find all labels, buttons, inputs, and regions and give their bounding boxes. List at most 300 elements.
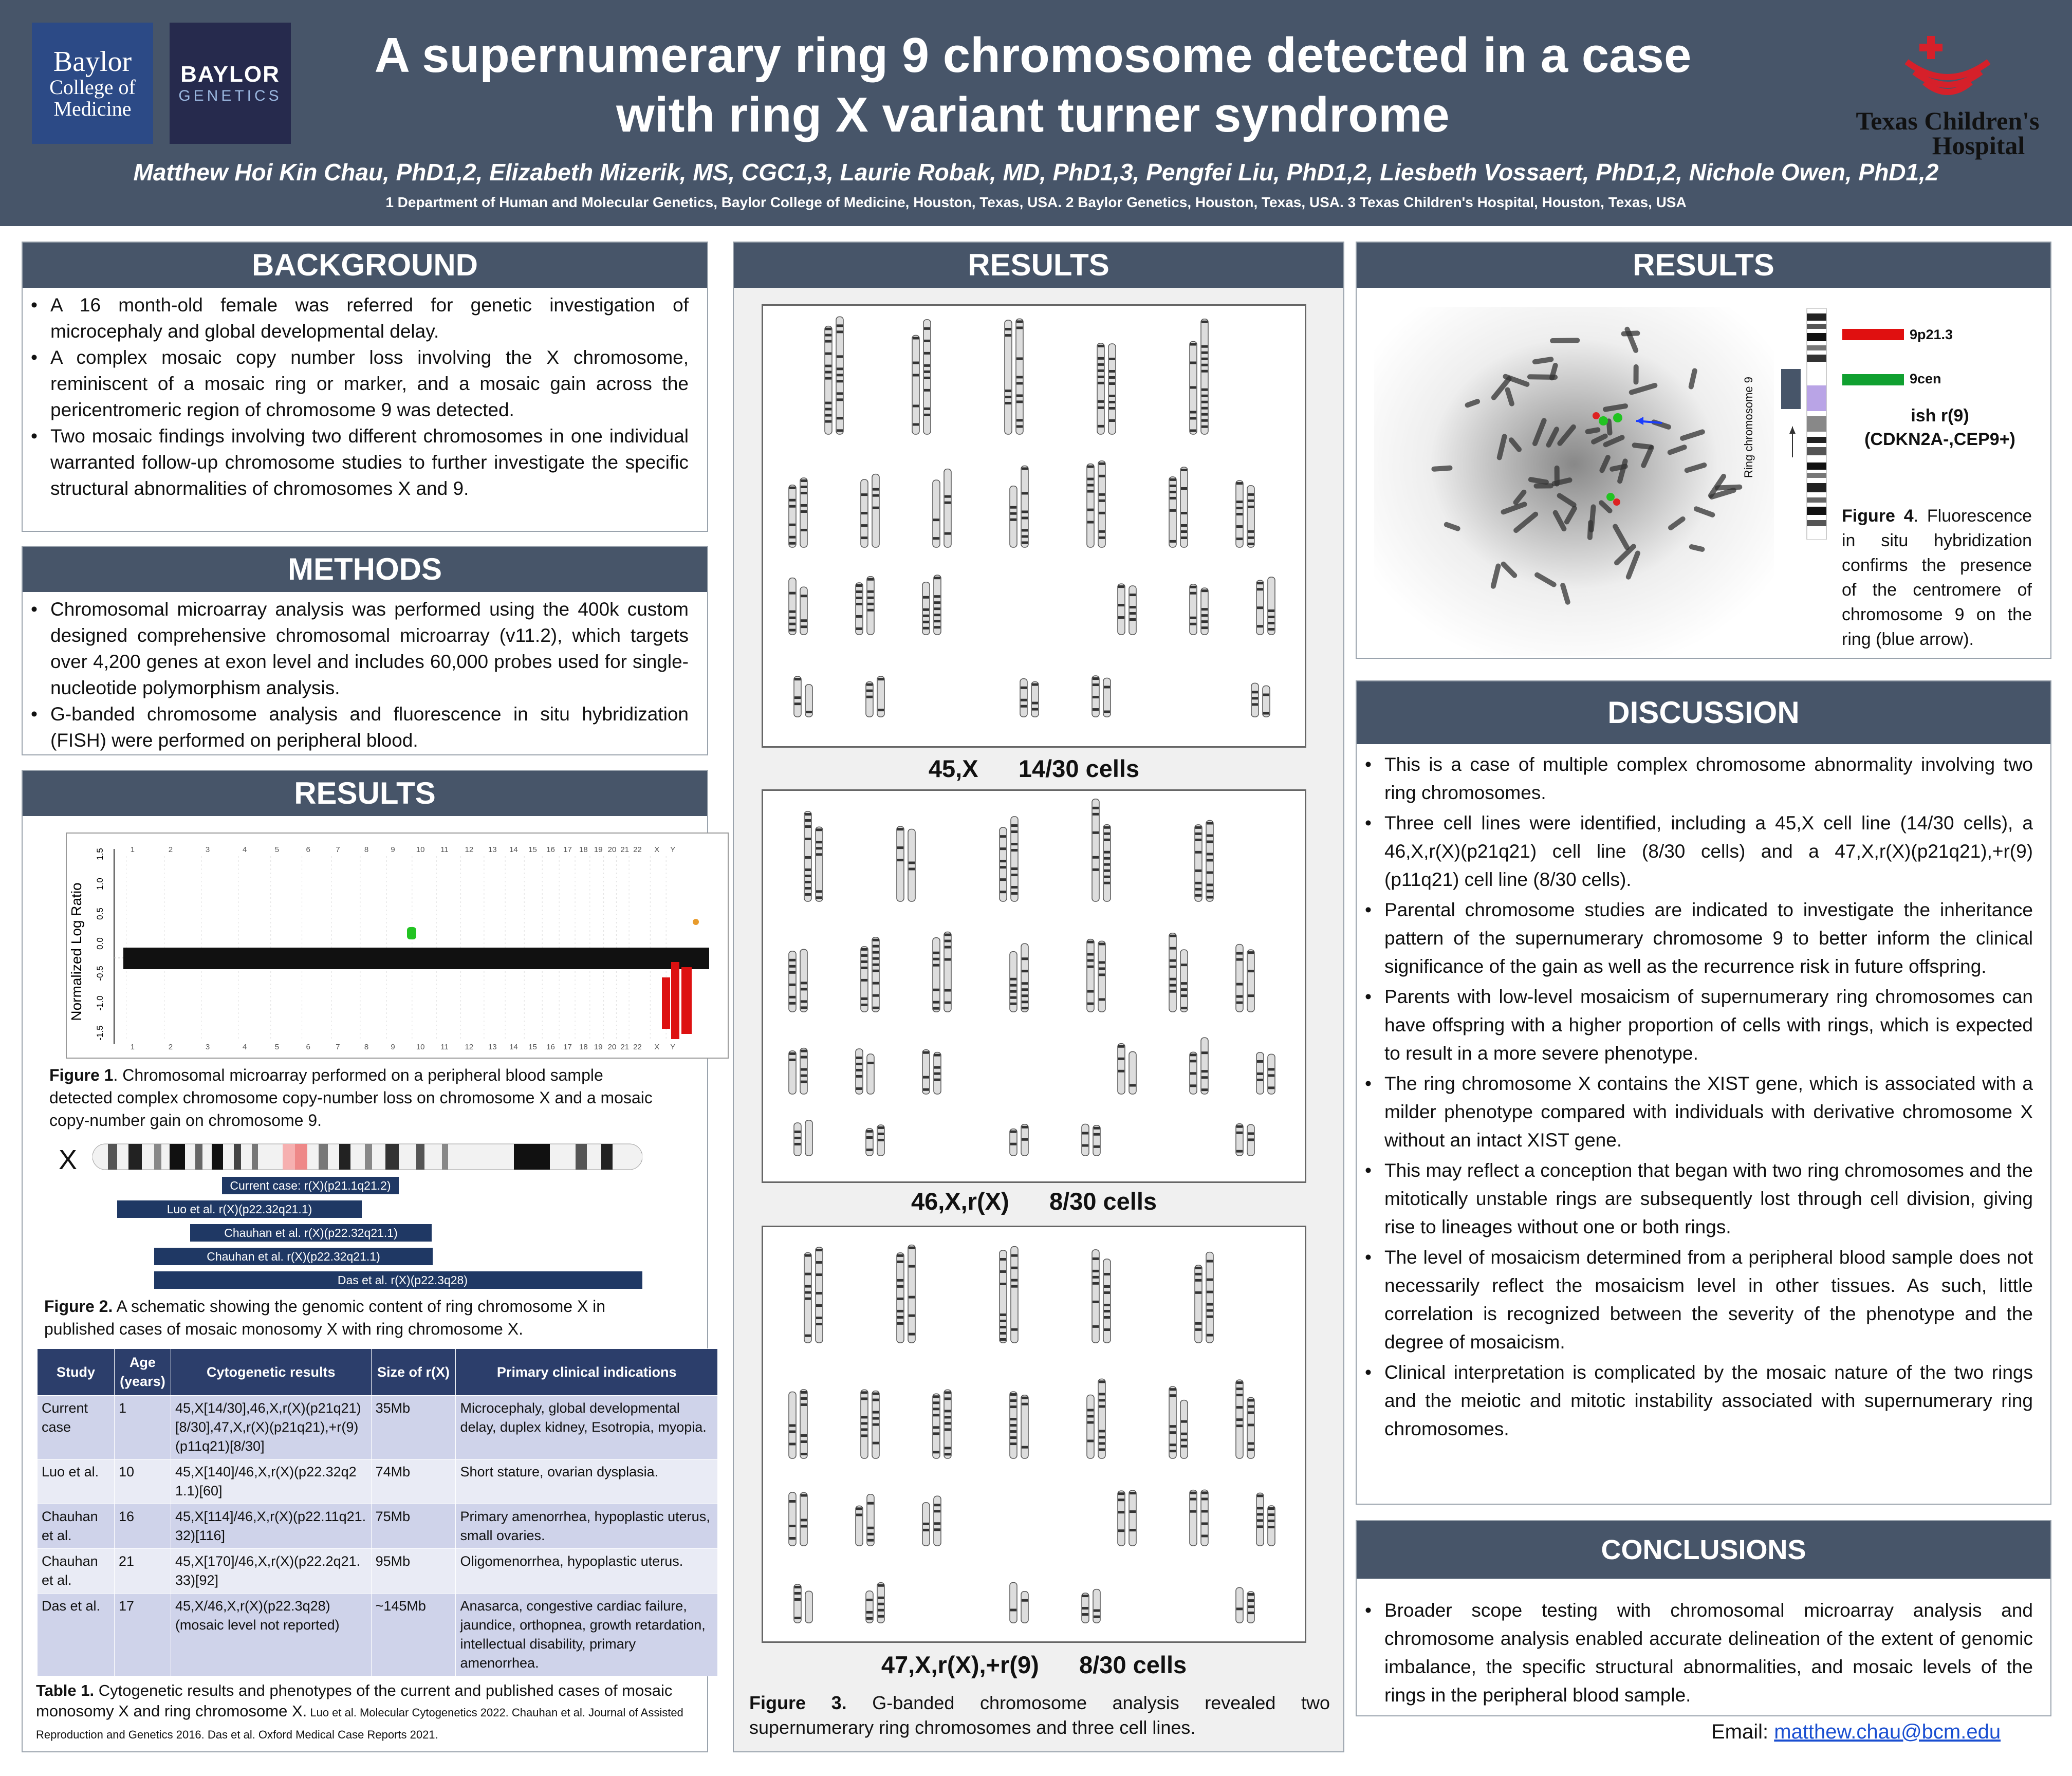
- ideogram-band: [1807, 333, 1826, 341]
- chromosome-label: 20: [607, 1043, 617, 1051]
- chromosome: [1092, 676, 1099, 717]
- methods-list: [26, 596, 707, 753]
- chromosome: [1010, 486, 1017, 547]
- fish-green-signal: [1606, 493, 1615, 501]
- fish-green-signal: [1599, 416, 1608, 425]
- chromosome: [1190, 1490, 1197, 1546]
- ideogram-band: [1807, 416, 1826, 432]
- chromosome: [1098, 941, 1105, 1012]
- table-cell: 16: [114, 1504, 171, 1549]
- ish-result: [1845, 404, 2035, 451]
- chromosome: [897, 826, 904, 901]
- table-cell: 10: [114, 1459, 171, 1504]
- chromosome: [1108, 344, 1116, 434]
- list-item: • Clinical interpretation is complicated by the mosaic nature of the two rings and the meiotic and mitotic instability associated with supernumerary ring chromosomes.: [1360, 1358, 2033, 1443]
- chromosome-label: 9: [391, 845, 395, 854]
- chromosome: [861, 947, 868, 1012]
- ideogram-band: [1807, 507, 1826, 515]
- chromosome-label: 1: [130, 845, 135, 854]
- figure3-caption: [749, 1691, 1330, 1740]
- chromosome: [944, 1390, 951, 1458]
- table-row: [38, 1396, 718, 1459]
- table-cell: 45,X/46,X,r(X)(p22.3q28) (mosaic level not reported): [171, 1594, 371, 1676]
- chromosome: [1010, 1392, 1017, 1458]
- karyotype-formula: 46,X,r(X): [911, 1188, 1009, 1215]
- chromosome: [944, 469, 951, 547]
- figure2-text: A schematic showing the genomic content of ring chromosome X in published cases of mosaic monosomy X with ring chromosome X.: [44, 1297, 606, 1338]
- list-item: • Parents with low-level mosaicism of supernumerary ring chromosomes can have offspring with a higher proportion of cells with rings, which is expected to result in a more severe phenotype.: [1360, 983, 2033, 1067]
- table-cell: Chauhan et al.: [38, 1504, 115, 1549]
- table-cell: Das et al.: [38, 1594, 115, 1676]
- chromosome: [789, 1392, 796, 1458]
- methods-panel: [22, 546, 708, 755]
- background-heading: BACKGROUND: [23, 243, 707, 288]
- chromosome: [1118, 1491, 1125, 1546]
- chromosome: [933, 480, 940, 547]
- table-cell: 17: [114, 1594, 171, 1676]
- chromosome: [1201, 1490, 1208, 1546]
- chromosome: [805, 1591, 812, 1623]
- chromosome: [861, 479, 868, 547]
- y-tick-label: -0.5: [95, 966, 105, 981]
- poster-title: [329, 26, 1737, 145]
- chromosome-x-ideogram: [92, 1143, 642, 1171]
- chromosome-label: 14: [509, 1043, 518, 1051]
- ideogram-band: [1807, 437, 1826, 443]
- chromosome: [872, 474, 879, 547]
- list-item: • G-banded chromosome analysis and fluorescence in situ hybridization (FISH) were performed on peripheral blood.: [26, 701, 689, 753]
- karyotype-label-2: [751, 1187, 1317, 1215]
- logo-bg-line2: GENETICS: [178, 87, 282, 104]
- chromosome: [1268, 1054, 1275, 1094]
- list-item: • The ring chromosome X contains the XIST gene, which is associated with a milder phenotype compared with individuals with derivative chromosome X without an intact XIST gene.: [1360, 1069, 2033, 1154]
- chromosome: [1195, 825, 1202, 901]
- chromosome-label: 21: [620, 845, 630, 854]
- chromosome: [1005, 320, 1012, 434]
- conclusions-heading: CONCLUSIONS: [1357, 1521, 2050, 1579]
- list-item: • Two mosaic findings involving two different chromosomes in one individual warranted follow-up chromosome studies to further investigate the specific structural abnormalities of chromosomes X and 9.: [26, 423, 689, 502]
- probe-9cen-label: 9cen: [1910, 371, 1941, 386]
- chromosome-label: 8: [364, 845, 369, 854]
- methods-heading: METHODS: [23, 547, 707, 592]
- table-cell: 21: [114, 1549, 171, 1594]
- ideogram-label: X: [59, 1144, 78, 1175]
- chromosome: [794, 1123, 801, 1156]
- list-item: • A 16 month-old female was referred for genetic investigation of microcephaly and global developmental delay.: [26, 292, 689, 344]
- chromosome: [1093, 1589, 1100, 1623]
- chromosome: [1247, 950, 1254, 1012]
- chromosome-label: 3: [205, 845, 210, 854]
- chromosome-label: 12: [465, 845, 474, 854]
- chromosome: [897, 1253, 904, 1343]
- ring-extent-bar: Chauhan et al. r(X)(p22.32q21.1): [154, 1248, 433, 1265]
- chromosome: [1236, 1587, 1243, 1623]
- table1-label: Table 1.: [36, 1681, 95, 1699]
- chromosome: [805, 1120, 812, 1156]
- chromosome: [877, 676, 884, 717]
- chromosome: [934, 1052, 941, 1094]
- chromosome: [1020, 679, 1027, 717]
- chromosome: [800, 1048, 807, 1094]
- chromosome: [1082, 1124, 1089, 1156]
- chromosome: [1097, 343, 1104, 434]
- chromosome: [1236, 480, 1243, 547]
- chromosome: [856, 1049, 863, 1094]
- chromosome-label: 4: [242, 1043, 247, 1051]
- table-cell: Short stature, ovarian dysplasia.: [456, 1459, 718, 1504]
- chromosome: [1190, 1052, 1197, 1094]
- chromosome-label: 10: [416, 845, 425, 854]
- chromosome: [825, 326, 832, 434]
- chromosome: [1118, 584, 1125, 635]
- chromosome: [1103, 825, 1111, 901]
- background-list: [26, 292, 707, 502]
- list-item: • Broader scope testing with chromosomal microarray analysis and chromosome analysis enabled accurate delineation of the extent of genomic imbalance, the specific structural abnormalities, and mosaic levels of the rings in the peripheral blood sample.: [1360, 1596, 2033, 1709]
- chromosome-label: 21: [620, 1043, 630, 1051]
- email-link[interactable]: matthew.chau@bcm.edu: [1774, 1720, 2001, 1743]
- chrX-loss-marker: [671, 962, 679, 1039]
- figure4-text: . Fluorescence in situ hybridization confirms the presence of the centromere of chromosome 9 on the ring (blue arrow).: [1842, 506, 2032, 649]
- chromosome-label: 22: [633, 1043, 642, 1051]
- figure1-label: Figure 1: [49, 1066, 114, 1084]
- chromosome: [1201, 1038, 1208, 1094]
- microarray-ylabel: Normalized Log Ratio: [68, 882, 84, 1021]
- table-header-row: [38, 1349, 718, 1396]
- chromosome: [789, 1492, 796, 1546]
- logo-bcm-line3: Medicine: [53, 97, 132, 121]
- fish-red-signal: [1593, 412, 1600, 419]
- chromosome: [1000, 827, 1007, 901]
- chromosome: [800, 478, 807, 547]
- chromosome: [789, 578, 796, 635]
- chromosome: [1236, 1124, 1243, 1156]
- metaphase-chromosome: [1527, 374, 1558, 380]
- chromosome: [1082, 1593, 1089, 1623]
- chromosome-9-ideogram: [1778, 308, 1840, 540]
- author-list: Matthew Hoi Kin Chau, PhD1,2, Elizabeth Mizerik, MS, CGC1,3, Laurie Robak, MD, PhD1,3, Pengfei Liu, PhD1,2, Liesbeth Vossaert, PhD1,2, Nichole Owen, PhD1,2: [133, 159, 1939, 186]
- chromosome-label: 12: [465, 1043, 474, 1051]
- y-tick-label: 1.5: [95, 848, 105, 860]
- chromosome: [1190, 342, 1197, 434]
- chromosome: [1251, 683, 1259, 717]
- chromosome: [933, 1394, 940, 1458]
- chromosome: [872, 937, 879, 1012]
- ideogram-band: [1807, 483, 1826, 492]
- fish-red-signal: [1613, 498, 1620, 506]
- table-cell: Oligomenorrhea, hypoplastic uterus.: [456, 1549, 718, 1594]
- figure2-label: Figure 2.: [44, 1297, 113, 1316]
- chromosome-label: 2: [168, 845, 173, 854]
- chromosome: [908, 829, 915, 901]
- chromosome: [800, 949, 807, 1012]
- chromosome: [1169, 933, 1176, 1012]
- chromosome: [866, 682, 873, 717]
- list-item: • Parental chromosome studies are indicated to investigate the inheritance pattern of the supernumerary chromosome 9 to better inform the clinical significance of the gain as well as the recurrence risk in future offspring.: [1360, 896, 2033, 980]
- figure2-caption: [44, 1295, 671, 1340]
- chromosome: [816, 827, 823, 901]
- chromosome: [1180, 1400, 1188, 1458]
- chromosome: [1129, 1490, 1136, 1546]
- table-cell: 45,X[114]/46,X,r(X)(p22.11q21.32)[116]: [171, 1504, 371, 1549]
- microarray-plot: [66, 832, 729, 1059]
- figure4-label: Figure 4: [1842, 506, 1914, 526]
- chromosome: [1169, 1386, 1176, 1458]
- karyotype-cells: 8/30 cells: [1079, 1651, 1187, 1678]
- chromosome: [867, 1494, 874, 1546]
- chromosome-label: 16: [546, 845, 555, 854]
- ideogram-band: [1807, 520, 1826, 526]
- chromosome: [1268, 577, 1275, 635]
- table-cell: Microcephaly, global developmental delay, duplex kidney, Esotropia, myopia.: [456, 1396, 718, 1459]
- table-cell: Current case: [38, 1396, 115, 1459]
- chromosome: [908, 1245, 915, 1343]
- chromosome: [1103, 1259, 1111, 1343]
- chromosome: [1256, 1493, 1264, 1546]
- chromosome: [867, 577, 874, 635]
- title-line2: with ring X variant turner syndrome: [616, 87, 1450, 142]
- table-cell: ~145Mb: [371, 1594, 456, 1676]
- probe-9p21-bar: [1842, 329, 1904, 340]
- list-item: • Chromosomal microarray analysis was performed using the 400k custom designed comprehensive chromosomal microarray (v11.2), which targets over 4,200 genes at exon level and includes 60,000 probes used for single-nucleotide polymorphism analysis.: [26, 596, 689, 701]
- chromosome-label: 1: [130, 1043, 135, 1051]
- chromosome: [789, 1051, 796, 1094]
- texas-childrens-logo: [1840, 31, 2056, 160]
- chromosome-label: 17: [563, 1043, 572, 1051]
- chromosome: [1098, 461, 1105, 547]
- y-tick-label: 0.0: [95, 937, 105, 950]
- chromosome-label: 18: [579, 1043, 588, 1051]
- results-mid-heading: RESULTS: [734, 243, 1343, 288]
- karyogram-46xrx: [763, 791, 1305, 1181]
- chromosome: [794, 1584, 801, 1623]
- chromosome-label: 5: [274, 1043, 280, 1051]
- table1-references: Luo et al. Molecular Cytogenetics 2022. Chauhan et al. Journal of Assisted Reproduction and Genetics 2016. Das et al. Oxford Medical Case Reports 2021.: [36, 1706, 683, 1741]
- chromosome: [912, 336, 919, 434]
- list-item: • A complex mosaic copy number loss involving the X chromosome, reminiscent of a mosaic ring or marker, and a mosaic gain across the pericentromeric region of chromosome 9 was detected.: [26, 344, 689, 423]
- chromosome: [1169, 477, 1176, 547]
- chromosome: [1031, 682, 1039, 717]
- chromosome-label: 22: [633, 845, 642, 854]
- chromosome: [804, 811, 811, 901]
- chromosome-label: 4: [242, 845, 247, 854]
- chromosome: [800, 1390, 807, 1458]
- metaphase-chromosome: [1550, 338, 1580, 343]
- y-tick-label: 0.5: [95, 908, 105, 920]
- ring-extent-bar: Das et al. r(X)(p22.3q28): [154, 1271, 642, 1289]
- chromosome: [1190, 584, 1197, 635]
- table1-caption: [36, 1680, 704, 1745]
- table-cell: 1: [114, 1396, 171, 1459]
- table-cell: 45,X[170]/46,X,r(X)(p22.2q21.33)[92]: [171, 1549, 371, 1594]
- microarray-svg: [67, 834, 728, 1058]
- chromosome-label: 7: [336, 1043, 340, 1051]
- table-cell: Anasarca, congestive cardiac failure, jaundice, orthopnea, growth retardation, intellectual disability, primary amenorrhea.: [456, 1594, 718, 1676]
- figure1-caption: [49, 1064, 666, 1132]
- table-cell: 75Mb: [371, 1504, 456, 1549]
- chromosome: [794, 676, 801, 717]
- chromosome: [1087, 939, 1094, 1012]
- chromosome: [866, 1591, 873, 1623]
- chromosome: [1103, 678, 1111, 717]
- chromosome-label: 20: [607, 845, 617, 854]
- chromosome-label: 13: [488, 845, 497, 854]
- chrY-point: [693, 919, 699, 925]
- chromosome-label: 13: [488, 1043, 497, 1051]
- ideogram-band: [1807, 324, 1826, 329]
- results-table-wrap: [37, 1348, 718, 1676]
- chromosome: [789, 951, 796, 1012]
- chromosome: [856, 1506, 863, 1546]
- chromosome-label: 10: [416, 1043, 425, 1051]
- chromosome-label: Y: [670, 845, 676, 854]
- chromosome-label: 7: [336, 845, 340, 854]
- chromosome: [1263, 686, 1270, 717]
- chromosome: [1010, 1129, 1017, 1156]
- karyotype-formula: 45,X: [928, 755, 978, 782]
- chromosome: [1011, 1247, 1018, 1343]
- y-tick-label: 1.0: [95, 878, 105, 890]
- chromosome: [922, 582, 930, 635]
- chromosome-label: 6: [306, 1043, 310, 1051]
- ideogram-band: [1807, 497, 1826, 503]
- chromosome: [1010, 952, 1017, 1012]
- metaphase-chromosome: [1634, 364, 1639, 385]
- chromosome: [1098, 1379, 1105, 1458]
- table-row: [38, 1549, 718, 1594]
- logo-bcm-line2: College of: [49, 76, 136, 99]
- conclusions-panel: [1356, 1520, 2051, 1716]
- karyotype-image-3: [762, 1226, 1306, 1643]
- chromosome: [1195, 1265, 1202, 1343]
- list-item: • Three cell lines were identified, including a 45,X cell line (14/30 cells), a 46,X,r(X)(p21q21) cell line (8/30 cells) and a 47,X,r(X)(p21q21),+r(9)(p11q21) cell line (8/30 cells).: [1360, 809, 2033, 894]
- chromosome: [1010, 1582, 1017, 1623]
- title-line1: A supernumerary ring 9 chromosome detected in a case: [374, 28, 1692, 83]
- chromosome-label: 16: [546, 1043, 555, 1051]
- table-row: [38, 1459, 718, 1504]
- karyotype-image-2: [762, 789, 1306, 1183]
- chromosome: [933, 938, 940, 1012]
- logo-bg-line1: BAYLOR: [180, 62, 280, 87]
- chromosome: [1021, 943, 1028, 1012]
- ish-line1: ish r(9): [1911, 406, 1969, 425]
- chromosome: [1093, 1125, 1100, 1156]
- discussion-list: [1360, 750, 2043, 1443]
- table-cell: 35Mb: [371, 1396, 456, 1459]
- chromosome: [877, 1125, 884, 1156]
- fish-metaphase-image: [1374, 307, 1774, 656]
- chromosome: [1129, 1052, 1136, 1094]
- chromosome: [1087, 1395, 1094, 1458]
- chromosome: [1247, 1397, 1254, 1458]
- chromosome: [877, 1583, 884, 1623]
- table-row: [38, 1504, 718, 1549]
- results-right-heading: RESULTS: [1357, 243, 2050, 288]
- karyogram-47xrx-r9: [763, 1227, 1305, 1641]
- chromosome-label: Y: [670, 1043, 676, 1051]
- chromosome: [1118, 1044, 1125, 1094]
- baylor-genetics-logo: [170, 23, 291, 144]
- ring-extent-bar: Current case: r(X)(p21.1q21.2): [222, 1177, 399, 1194]
- chromosome: [1021, 1124, 1028, 1156]
- chromosome: [804, 1253, 811, 1343]
- poster-header: [0, 0, 2072, 226]
- karyotype-image-1: [762, 304, 1306, 748]
- chromosome: [1092, 799, 1099, 901]
- ish-line2: (CDKN2A-,CEP9+): [1864, 430, 2015, 449]
- figure1-text: . Chromosomal microarray performed on a peripheral blood sample detected complex chromosome copy-number loss on chromosome X and a mosaic copy-number gain on chromosome 9.: [49, 1066, 653, 1130]
- table-row: [38, 1594, 718, 1676]
- chromosome: [800, 1492, 807, 1546]
- metaphase-chromosome: [1621, 330, 1640, 337]
- ideogram-band: [1807, 462, 1826, 470]
- chromosome: [1180, 467, 1188, 547]
- chromosome-label: 2: [168, 1043, 173, 1051]
- chromosome-label: 19: [594, 845, 603, 854]
- chrX-loss-marker-2: [681, 967, 692, 1034]
- table-header: Size of r(X): [371, 1349, 456, 1396]
- chromosome-label: 11: [440, 845, 449, 854]
- baylor-college-logo: [32, 23, 153, 144]
- discussion-heading: DISCUSSION: [1357, 681, 2050, 744]
- probe-cloud: [123, 948, 709, 969]
- tch-emblem-icon: [1896, 31, 1999, 103]
- chromosome: [923, 320, 931, 434]
- chromosome: [800, 587, 807, 635]
- background-panel: [22, 242, 708, 532]
- table1-text: Cytogenetic results and phenotypes of the current and published cases of mosaic monosomy X and ring chromosome X.: [36, 1681, 673, 1720]
- table-cell: 95Mb: [371, 1549, 456, 1594]
- chromosome-label: 5: [274, 845, 280, 854]
- chromosome: [1011, 817, 1018, 901]
- chromosome: [805, 684, 812, 717]
- chromosome: [1247, 1592, 1254, 1623]
- chromosome: [1201, 319, 1208, 434]
- chromosome: [1206, 820, 1213, 901]
- karyotype-cells: 8/30 cells: [1049, 1188, 1157, 1215]
- chromosome: [836, 317, 843, 434]
- chromosome: [1016, 319, 1023, 434]
- ideogram-band: [1807, 355, 1826, 362]
- chromosome: [861, 1390, 868, 1458]
- chromosome: [1021, 1395, 1028, 1458]
- table-cell: Chauhan et al.: [38, 1549, 115, 1594]
- chromosome: [816, 1247, 823, 1343]
- ring-extent-bar: Chauhan et al. r(X)(p22.32q21.1): [190, 1224, 432, 1242]
- chromosome: [1256, 580, 1264, 635]
- fish-svg: [1374, 307, 1774, 656]
- chromosome: [867, 1054, 874, 1094]
- chromosome-label: 11: [440, 1043, 449, 1051]
- table-cell: 45,X[140]/46,X,r(X)(p22.32q21.1)[60]: [171, 1459, 371, 1504]
- probe-9p21-label: 9p21.3: [1910, 327, 1953, 342]
- ring-chromosome-label: Ring chromosome 9: [1742, 377, 1755, 478]
- logo-bcm-line1: Baylor: [53, 45, 132, 78]
- list-item: • This may reflect a conception that began with two ring chromosomes and the mitotically unstable rings are subsequently lost through cell division, giving rise to lineages without one or both rings.: [1360, 1156, 2033, 1241]
- chromosome: [922, 1503, 930, 1546]
- karyotype-formula: 47,X,r(X),+r(9): [881, 1651, 1039, 1678]
- y-tick-label: -1.0: [95, 995, 105, 1011]
- figure4-caption: [1842, 504, 2032, 652]
- ideogram-band: [1807, 345, 1826, 350]
- chromosome-label: 17: [563, 845, 572, 854]
- chromosome: [934, 1496, 941, 1546]
- chromosome-label: 14: [509, 845, 518, 854]
- chromosome: [789, 485, 796, 547]
- chromosome-label: 15: [528, 1043, 537, 1051]
- chromosome-label: 6: [306, 845, 310, 854]
- probe-9cen-bar: [1842, 374, 1904, 385]
- chromosome: [1021, 466, 1028, 547]
